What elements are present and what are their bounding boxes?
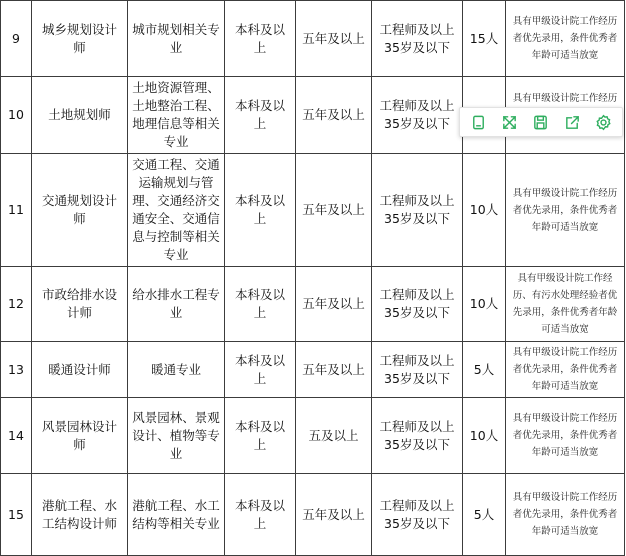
title-age-cell: 工程师及以上35岁及以下 — [372, 154, 463, 267]
requirement-cell: 具有甲级设计院工作经历者优先录用，条件优秀者年龄可适当放宽 — [506, 398, 625, 474]
count-cell: 10人 — [463, 154, 506, 267]
count-cell: 10人 — [463, 267, 506, 342]
title-age-cell: 工程师及以上35岁及以下 — [372, 77, 463, 154]
education-cell: 本科及以上 — [225, 267, 296, 342]
education-cell: 本科及以上 — [225, 77, 296, 154]
position-cell: 市政给排水设计师 — [32, 267, 128, 342]
row-number: 9 — [1, 1, 32, 77]
requirement-cell: 具有甲级设计院工作经历者优先录用，条件优秀者年龄可适当放宽 — [506, 154, 625, 267]
requirement-cell: 具有甲级设计院工作经历者优先录用，条件优秀者年龄可适当放宽 — [506, 342, 625, 398]
experience-cell: 五及以上 — [296, 398, 372, 474]
experience-cell: 五年及以上 — [296, 77, 372, 154]
row-number: 11 — [1, 154, 32, 267]
title-age-cell: 工程师及以上35岁及以下 — [372, 1, 463, 77]
requirement-cell: 具有甲级设计院工作经历者优先录用，条件优秀者年龄可适当放宽 — [506, 474, 625, 556]
table-row — [1, 474, 625, 556]
experience-cell: 五年及以上 — [296, 154, 372, 267]
position-cell: 暖通设计师 — [32, 342, 128, 398]
save-button[interactable] — [529, 110, 553, 134]
table-row — [1, 267, 625, 342]
save-icon — [532, 114, 549, 131]
title-age-cell: 工程师及以上35岁及以下 — [372, 342, 463, 398]
row-number: 10 — [1, 77, 32, 154]
experience-cell: 五年及以上 — [296, 267, 372, 342]
table-row — [1, 342, 625, 398]
fullscreen-icon — [501, 114, 518, 131]
copy-icon — [470, 114, 487, 131]
copy-button[interactable] — [467, 110, 491, 134]
education-cell: 本科及以上 — [225, 398, 296, 474]
row-number: 15 — [1, 474, 32, 556]
count-cell: 10人 — [463, 398, 506, 474]
count-cell: 5人 — [463, 474, 506, 556]
title-age-cell: 工程师及以上35岁及以下 — [372, 474, 463, 556]
fullscreen-button[interactable] — [498, 110, 522, 134]
major-cell: 城市规划相关专业 — [128, 1, 225, 77]
title-age-cell: 工程师及以上35岁及以下 — [372, 398, 463, 474]
major-cell: 港航工程、水工结构等相关专业 — [128, 474, 225, 556]
experience-cell: 五年及以上 — [296, 474, 372, 556]
education-cell: 本科及以上 — [225, 474, 296, 556]
table-row — [1, 1, 625, 77]
major-cell: 给水排水工程专业 — [128, 267, 225, 342]
row-number: 14 — [1, 398, 32, 474]
position-cell: 港航工程、水工结构设计师 — [32, 474, 128, 556]
title-age-cell: 工程师及以上35岁及以下 — [372, 267, 463, 342]
requirement-cell: 具有甲级设计院工作经历者优先录用，条件优秀者年龄可适当放宽 — [506, 1, 625, 77]
row-number: 12 — [1, 267, 32, 342]
requirement-cell: 具有甲级设计院工作经历、有污水处理经验者优先录用，条件优秀者年龄可适当放宽 — [506, 267, 625, 342]
education-cell: 本科及以上 — [225, 1, 296, 77]
experience-cell: 五年及以上 — [296, 342, 372, 398]
settings-icon — [595, 114, 612, 131]
major-cell: 风景园林、景观设计、植物等专业 — [128, 398, 225, 474]
major-cell: 交通工程、交通运输规划与管理、交通经济交通安全、交通信息与控制等相关专业 — [128, 154, 225, 267]
position-cell: 风景园林设计师 — [32, 398, 128, 474]
position-cell: 交通规划设计师 — [32, 154, 128, 267]
education-cell: 本科及以上 — [225, 154, 296, 267]
position-cell: 城乡规划设计师 — [32, 1, 128, 77]
position-cell: 土地规划师 — [32, 77, 128, 154]
image-toolbar — [459, 107, 623, 137]
settings-button[interactable] — [591, 110, 615, 134]
row-number: 13 — [1, 342, 32, 398]
education-cell: 本科及以上 — [225, 342, 296, 398]
major-cell: 土地资源管理、土地整治工程、地理信息等相关专业 — [128, 77, 225, 154]
count-cell: 15人 — [463, 1, 506, 77]
requirement-cell: 具有甲级设计院工作经历 — [506, 77, 625, 154]
table-row — [1, 154, 625, 267]
major-cell: 暖通专业 — [128, 342, 225, 398]
share-icon — [564, 114, 581, 131]
table-row — [1, 398, 625, 474]
experience-cell: 五年及以上 — [296, 1, 372, 77]
share-button[interactable] — [560, 110, 584, 134]
count-cell: 5人 — [463, 342, 506, 398]
